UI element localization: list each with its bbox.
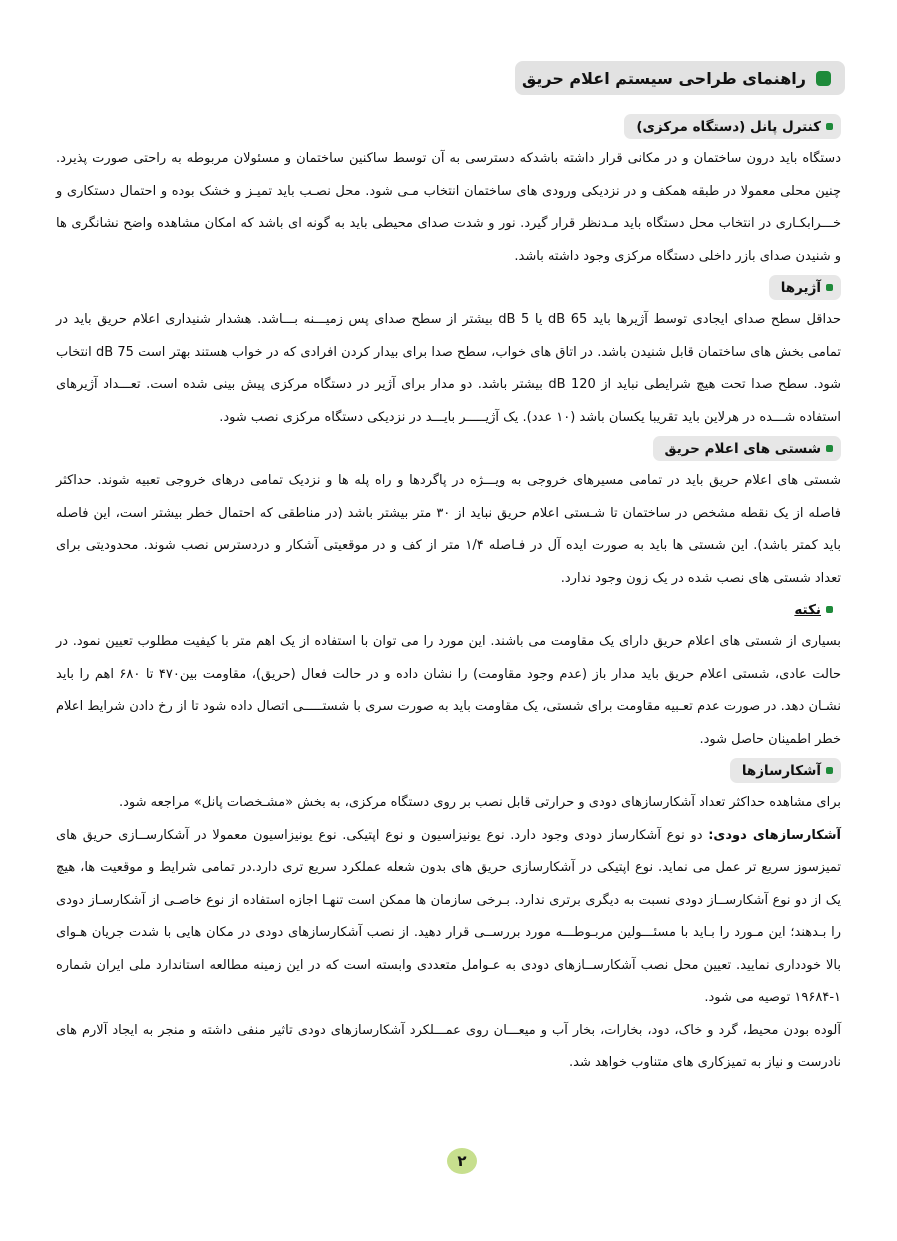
bullet-square-icon	[826, 284, 833, 291]
section-header-call-points	[653, 436, 841, 461]
section-header-sounders	[769, 275, 841, 300]
page-title: راهنمای طراحی سیستم اعلام حریق	[521, 68, 806, 88]
document-content	[56, 112, 841, 1080]
paragraph: شستی های اعلام حریق باید در تمامی مسیرهای خروجی به ویـــژه در پاگردها و راه پله ها و نزدیک تمامی درهای خروجی تعبیه شوند. حداکثر فاصله از یک نقطه مشخص در ساختمان تا شـستی اعلام حریق نباید از ۳۰ متر بیشتر باشد (در مناطقی که احتمال خطر بیشتر است، این فاصله باید کمتر باشد). این شستی ها باید به صورت ایده آل در فـاصله ۱/۴ متر از کف و در موقعیتی آشکار و دردسترس نصب شوند. محدودیتی برای تعداد شستی های نصب شده در یک زون وجود ندارد.	[56, 473, 841, 586]
section-title: آژیرها	[780, 279, 821, 296]
paragraph: بسیاری از شستی های اعلام حریق دارای یک مقاومت می باشند. این مورد را می توان با استفاده از یک اهم متر با کیفیت مطلوب تعیین نمود. در حالت عادی، شستی اعلام حریق باید مدار باز (عدم وجود مقاومت) را نشان داده و در حالت فعال (حریق)، مقاومت بین۴۷۰ تا ۶۸۰ اهم را باید نشـان دهد. در صورت عدم تعـبیه مقاومت برای شستی، یک مقاومت باید به صورت سری با شستـــــی اتصال داده شود تا از رخ دادن شرایط اعلام خطر اطمینان حاصل شود.	[56, 634, 841, 747]
section-title: نکته	[794, 601, 821, 618]
section-header-detectors	[730, 758, 841, 783]
paragraph-smoke-detectors	[56, 820, 841, 1015]
bullet-square-icon	[826, 445, 833, 452]
page-title-box	[515, 61, 845, 95]
paragraph: آلوده بودن محیط، گرد و خاک، دود، بخارات، بخار آب و میعـــان روی عمـــلکرد آشکارسازهای دودی تاثیر منفی داشته و منجر به ایجاد آلارم های نادرست و نیاز به تمیزکاری های متناوب خواهد شد.	[56, 1022, 841, 1070]
section-title: آشکارسازها	[741, 762, 821, 779]
section-title: شستی های اعلام حریق	[664, 440, 821, 457]
section-header-note	[794, 597, 841, 622]
section-header-control-panel	[624, 114, 841, 139]
green-square-icon	[816, 71, 831, 86]
bullet-square-icon	[826, 123, 833, 130]
paragraph-body: دو نوع آشکارساز دودی وجود دارد. نوع یونیزاسیون و نوع اپتیکی. نوع یونیزاسیون معمولا در آشکارســازی حریق های تمیزسوز سریع تر عمل می نماید. نوع اپتیکی در آشکارسازی حریق های بدون شعله عملکرد سریع تری دارد.در تمامی شرایط و موقعیت ها، هیچ یک از دو نوع آشکارســاز دودی نسبت به دیگری برتری ندارد. بـرخی سازمان ها ممکن است تنهـا اجازه استفاده از نوع خاصـی از آشکارسـاز دودی را بـدهند؛ این مـورد را بـاید با مسئـــولین مربـوطـــه مورد بررســی قرار دهید. از نصب آشکارسازهای دودی در مکان هایی با شدت جریان هـوای بالا خودداری نمایید. تعیین محل نصب آشکارســازهای دودی به عـوامل متعددی وابسته است که در این زمینه مطالعه استاندارد ملی ایران شماره ۱-۱۹۶۸۴ توصیه می شود.	[56, 827, 841, 1005]
bullet-square-icon	[826, 767, 833, 774]
paragraph: دستگاه باید درون ساختمان و در مکانی قرار داشته باشدکه دسترسی به آن توسط ساکنین ساختمان و مسئولان مربوطه به راحتی صورت پذیرد. چنین محلی معمولا در طبقه همکف و در نزدیکی ورودی های ساختمان انتخاب مـی شود. محل نصـب باید تمیـز و خشک بوده و احتمال دستکاری و خـــرابکـاری در انتخاب محل دستگاه باید مـدنظر قرار گیرد. نور و شدت صدای محیطی باید به گونه ای باشد که امکان مشاهده واضح نشانگری ها و شنیدن صدای بازر داخلی دستگاه مرکزی وجود داشته باشد.	[56, 151, 841, 264]
bullet-square-icon	[826, 606, 833, 613]
paragraph: برای مشاهده حداکثر تعداد آشکارسازهای دودی و حرارتی قابل نصب بر روی دستگاه مرکزی، به بخش «مشـخصات پانل» مراجعه شود.	[118, 795, 841, 810]
lead-term: آشکارسازهای دودی:	[708, 827, 842, 843]
paragraph: حداقل سطح صدای ایجادی توسط آژیرها باید 65 dB یا 5 dB بیشتر از سطح صدای پس زمیـــنه بـــاشد. هشدار شنیداری اعلام حریق باید در تمامی بخش های ساختمان قابل شنیدن باشد. در اتاق های خواب، سطح صدا برای بیدار کردن افرادی که در خواب هستند بهتر است 75 dB انتخاب شود. سطح صدا تحت هیچ شرایطی نباید از 120 dB بیشتر باشد. دو مدار برای آژیر در دستگاه مرکزی پیش بینی شده است. تعـــداد آژیرهای استفاده شـــده در هرلاین باید تقریبا یکسان باشد (۱۰ عدد). یک آژیـــــر بایـــد در نزدیکی دستگاه مرکزی نصب شود.	[56, 312, 841, 425]
page-number: ۲	[447, 1148, 477, 1174]
section-title: کنترل پانل (دستگاه مرکزی)	[636, 118, 821, 135]
